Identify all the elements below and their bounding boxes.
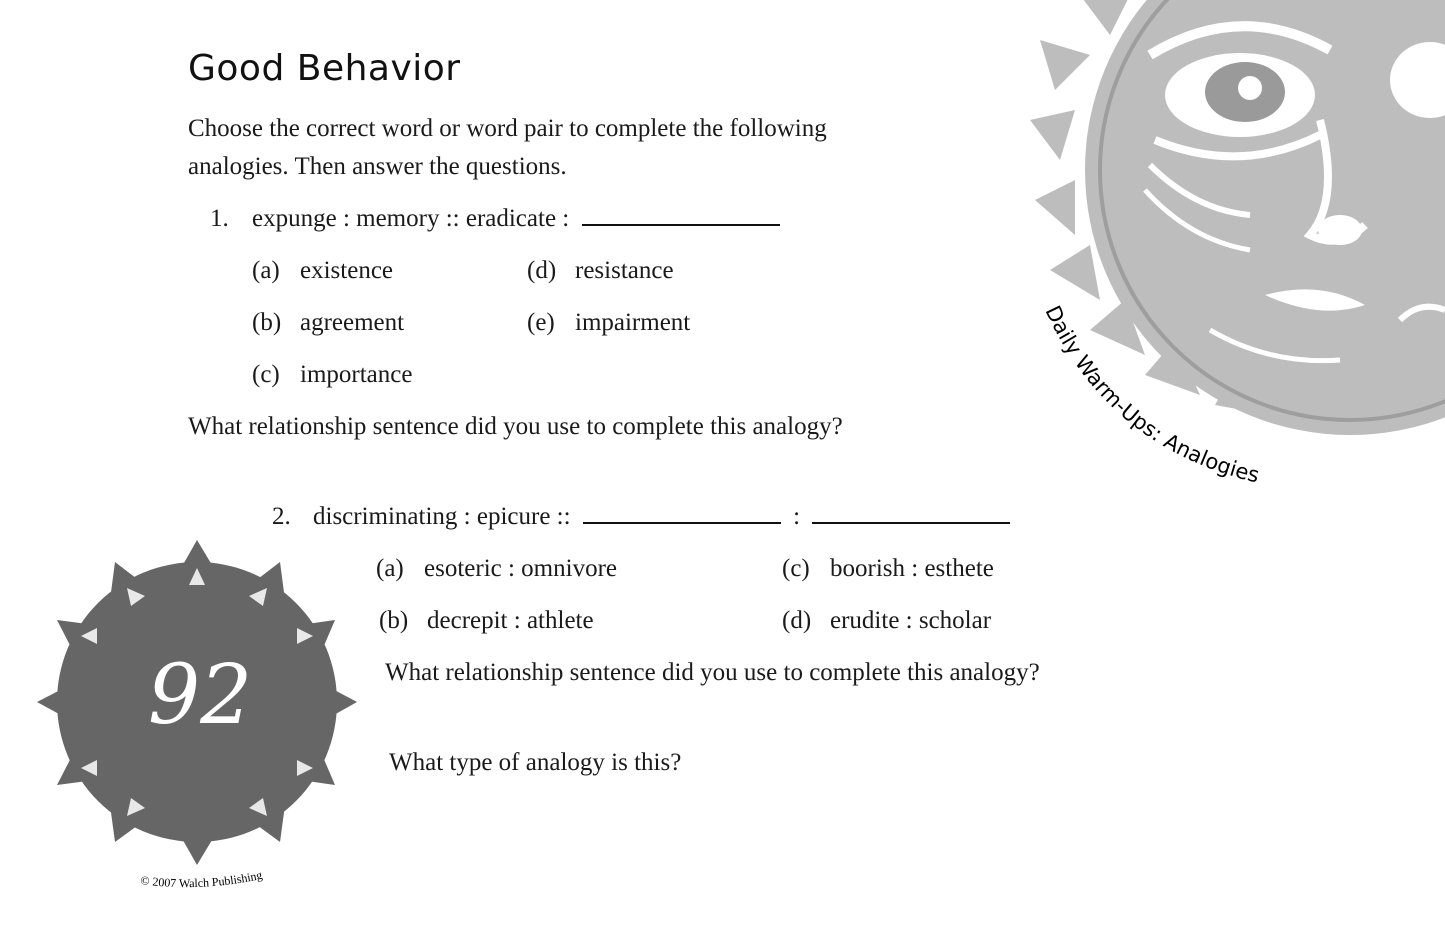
option-text: resistance [575, 257, 674, 284]
q2-answer-blank-1[interactable] [583, 500, 781, 524]
q1-answer-blank[interactable] [582, 202, 780, 226]
option-letter: (a) [376, 555, 404, 582]
option-letter: (e) [527, 309, 555, 336]
q2-stem [313, 498, 1010, 536]
q2-option-c[interactable] [782, 550, 994, 588]
option-text: impairment [575, 309, 691, 336]
q2-followup-relationship: What relationship sentence did you use to complete this analogy? [385, 659, 1040, 686]
q2-option-d[interactable] [782, 602, 991, 640]
option-text: esoteric : omnivore [424, 555, 617, 582]
copyright-curve [135, 862, 295, 902]
q1-followup: What relationship sentence did you use to complete this analogy? [188, 413, 843, 440]
q2-option-b[interactable] [379, 602, 594, 640]
option-letter: (c) [252, 361, 280, 388]
q1-option-d[interactable] [527, 252, 674, 290]
option-text: erudite : scholar [830, 607, 992, 634]
q2-followup-type: What type of analogy is this? [389, 749, 682, 776]
option-text: existence [300, 257, 394, 284]
q2-stem-text: discriminating : epicure :: [313, 503, 571, 530]
series-title: Daily Warm-Ups: Analogies [1040, 301, 1262, 488]
q1-option-c[interactable] [252, 356, 412, 394]
option-letter: (c) [782, 555, 810, 582]
option-letter: (b) [252, 309, 282, 336]
q2-option-a[interactable] [376, 550, 617, 588]
q1-option-b[interactable] [252, 304, 404, 342]
option-text: agreement [300, 309, 405, 336]
page-title: Good Behavior [188, 48, 461, 89]
q1-stem-text: expunge : memory :: eradicate : [252, 205, 570, 232]
option-text: decrepit : athlete [427, 607, 594, 634]
q1-option-a[interactable] [252, 252, 393, 290]
q1-number: 1. [210, 205, 229, 232]
q2-separator: : [793, 503, 801, 530]
q2-answer-blank-2[interactable] [812, 500, 1010, 524]
series-label-curve [1000, 280, 1360, 520]
option-text: boorish : esthete [830, 555, 994, 582]
option-text: importance [300, 361, 413, 388]
q1-stem [252, 200, 780, 238]
option-letter: (a) [252, 257, 280, 284]
option-letter: (b) [379, 607, 409, 634]
q2-number: 2. [272, 503, 291, 530]
option-letter: (d) [527, 257, 557, 284]
instructions-line-2: analogies. Then answer the questions. [188, 153, 567, 180]
instructions-line-1: Choose the correct word or word pair to complete the following [188, 115, 827, 142]
badge-number: 92 [148, 648, 253, 743]
option-letter: (d) [782, 607, 812, 634]
copyright-text: © 2007 Walch Publishing [139, 867, 264, 891]
q1-option-e[interactable] [527, 304, 690, 342]
